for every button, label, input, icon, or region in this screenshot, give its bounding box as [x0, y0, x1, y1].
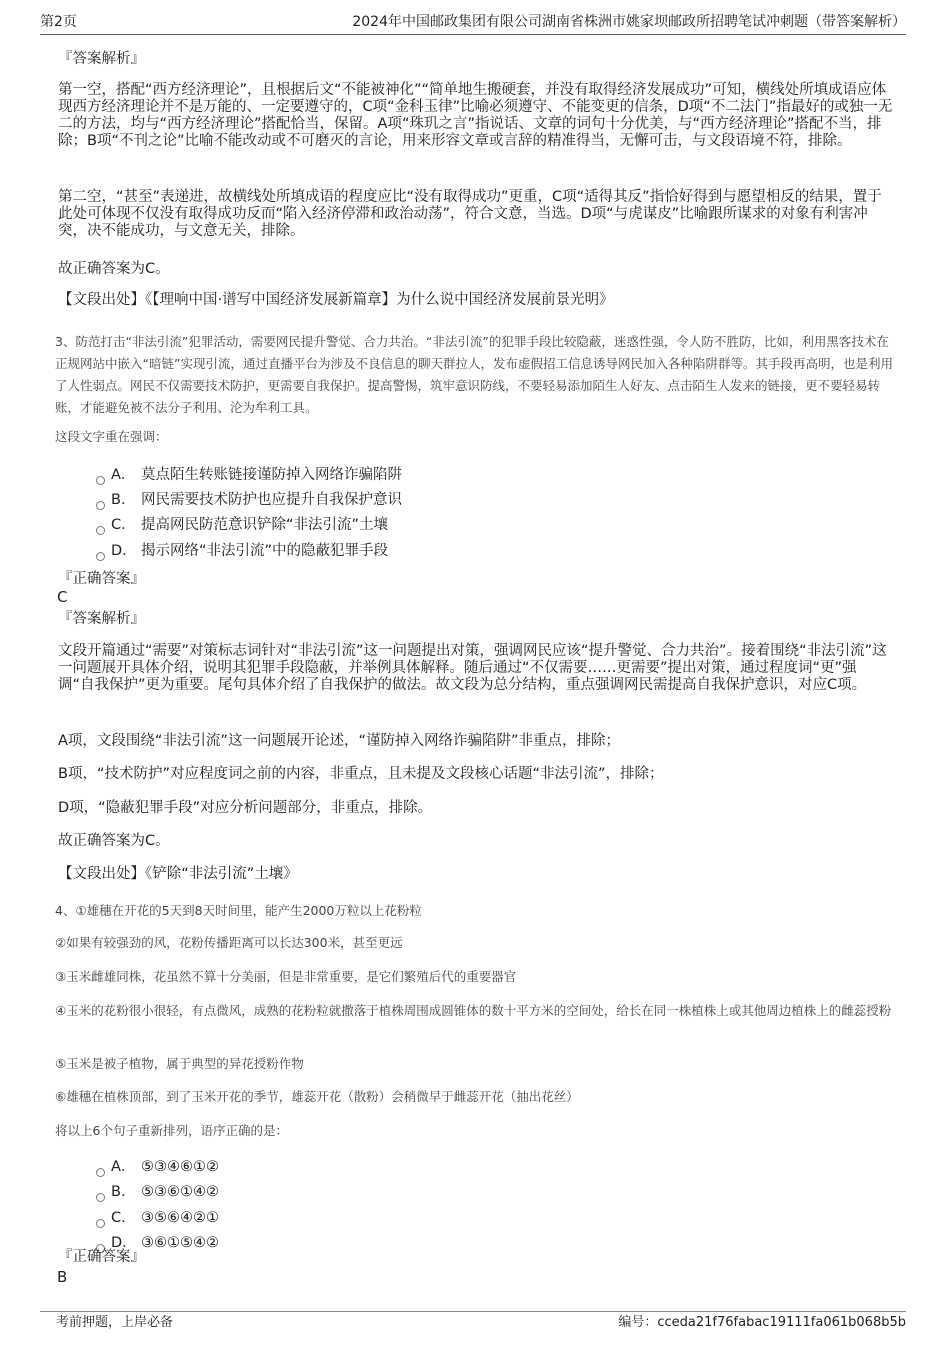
- page-footer: [40, 1311, 906, 1330]
- q4-sentence-5: ⑤玉米是被子植物，属于典型的异花授粉作物: [55, 1056, 304, 1071]
- q4-sentence-3: ③玉米雌雄同株，花虽然不算十分美丽，但是非常重要，是它们繁殖后代的重要器官: [55, 969, 517, 984]
- q3-source: 【文段出处】《铲除“非法引流”土壤》: [58, 866, 298, 882]
- page-header: [40, 12, 906, 35]
- option-text: 提高网民防范意识铲除“非法引流”土壤: [141, 517, 389, 533]
- option-letter: A．: [111, 467, 136, 483]
- option-letter: A．: [111, 1159, 136, 1175]
- option-text: ⑤③④⑥①②: [141, 1159, 219, 1175]
- option-letter: C．: [111, 1210, 136, 1226]
- q4-sentence-1: 4、①雄穗在开花的5天到8天时间里，能产生2000万粒以上花粉粒: [55, 903, 422, 918]
- q3-prompt: 这段文字重在强调：: [55, 429, 168, 444]
- option-text: 网民需要技术防护也应提升自我保护意识: [141, 492, 402, 508]
- option-letter: D．: [111, 1235, 137, 1251]
- q2-answer-statement: 故正确答案为C。: [58, 261, 170, 277]
- q4-answer-label: 『正确答案』: [58, 1249, 145, 1265]
- q4-sentence-4: ④玉米的花粉很小很轻，有点微风，成熟的花粉粒就撒落于植株周围成圆锥体的数十平方米的空间处，给长在同一株植株上或其他周边植株上的雌蕊授粉: [55, 1003, 892, 1018]
- q4-sentence-2: ②如果有较强劲的风，花粉传播距离可以长达300米，甚至更远: [55, 935, 403, 950]
- radio-icon[interactable]: [96, 1219, 105, 1228]
- footer-slogan: 考前押题，上岸必备: [56, 1315, 174, 1330]
- q4-option-a[interactable]: [96, 1158, 219, 1177]
- q2-analysis-label: 『答案解析』: [58, 51, 145, 67]
- option-text: 揭示网络“非法引流”中的隐蔽犯罪手段: [141, 543, 389, 559]
- q4-option-c[interactable]: [96, 1209, 219, 1228]
- option-text: 莫点陌生转账链接谨防掉入网络诈骗陷阱: [141, 467, 402, 483]
- page-number: 第2页: [40, 14, 77, 30]
- q3-analysis-label: 『答案解析』: [58, 611, 145, 627]
- document-id: 编号：cceda21f76fabac19111fa061b068b5b: [618, 1315, 906, 1330]
- q3-option-b[interactable]: [96, 491, 402, 510]
- option-letter: B．: [111, 492, 136, 508]
- option-text: ③⑥①⑤④②: [141, 1235, 219, 1251]
- q2-analysis-p2: 第二空，“甚至”表递进，故横线处所填成语的程度应比“没有取得成功”更重，C项“适得其反”指恰好得到与愿望相反的结果，置于此处可体现不仅没有取得成功反而“陷入经济停滞和政治动荡”，符合文意，当选。D项“与虎谋皮”比喻跟所谋求的对象有利害冲突，决不能成功，与文意无关，排除。: [58, 189, 882, 239]
- q3-analysis-p2: A项，文段围绕“非法引流”这一问题展开论述，“谨防掉入网络诈骗陷阱”非重点，排除；: [58, 733, 620, 749]
- radio-icon[interactable]: [96, 476, 105, 485]
- q3-answer: C: [57, 588, 68, 606]
- option-letter: B．: [111, 1184, 136, 1200]
- radio-icon[interactable]: [96, 526, 105, 535]
- q4-prompt: 将以上6个句子重新排列，语序正确的是：: [55, 1123, 288, 1138]
- q3-stem: 3、防范打击“非法引流”犯罪活动，需要网民提升警觉、合力共治。“非法引流”的犯罪手段比较隐蔽，迷惑性强，令人防不胜防，比如，利用黑客技术在正规网站中嵌入“暗链”实现引流，通过直播平台为涉及不良信息的聊天群拉人，发布虚假招工信息诱导网民加入各种陷阱群等。其手段再高明，也是利用了人性弱点。网民不仅需要技术防护，更需要自我保护。提高警惕，筑牢意识防线，不要轻易添加陌生人好友、点击陌生人发来的链接，更不要轻易转账，才能避免被不法分子利用、沦为牟利工具。: [55, 334, 893, 415]
- q3-analysis-p1: 文段开篇通过“需要”对策标志词针对“非法引流”这一问题提出对策，强调网民应该“提升警觉、合力共治”。接着围绕“非法引流”这一问题展开具体介绍，说明其犯罪手段隐蔽，并举例具体解释。随后通过“不仅需要……更需要”提出对策，通过程度词“更”强调“自我保护”更为重要。尾句具体介绍了自我保护的做法。故文段为总分结构，重点强调网民需提高自我保护意识，对应C项。: [58, 643, 887, 693]
- q3-analysis-p3: B项，“技术防护”对应程度词之前的内容，非重点，且未提及文段核心话题“非法引流”，排除；: [58, 766, 664, 782]
- q2-source: 【文段出处】《【理响中国·谱写中国经济发展新篇章】为什么说中国经济发展前景光明》: [58, 292, 614, 308]
- q4-option-b[interactable]: [96, 1183, 219, 1202]
- q2-analysis-p1: 第一空，搭配“西方经济理论”，且根据后文“不能被神化”“简单地生搬硬套，并没有取得经济发展成功”可知，横线处所填成语应体现西方经济理论并不是万能的、一定要遵守的，C项“金科玉律”比喻必须遵守、不能变更的信条，D项“不二法门”指最好的或独一无二的方法，均与“西方经济理论”搭配恰当，保留。A项“珠玑之言”指说话、文章的词句十分优美，与“西方经济理论”搭配不当，排除；B项“不刊之论”比喻不能改动或不可磨灭的言论，用来形容文章或言辞的精准得当，无懈可击，与文段语境不符，排除。: [58, 82, 893, 149]
- option-letter: C．: [111, 517, 136, 533]
- document-title: 2024年中国邮政集团有限公司湖南省株洲市姚家坝邮政所招聘笔试冲刺题（带答案解析）: [352, 14, 906, 30]
- radio-icon[interactable]: [96, 1193, 105, 1202]
- q4-sentence-6: ⑥雄穗在植株顶部，到了玉米开花的季节，雄蕊开花（散粉）会稍微早于雌蕊开花（抽出花丝）: [55, 1089, 579, 1104]
- radio-icon[interactable]: [96, 501, 105, 510]
- q3-analysis-p4: D项，“隐蔽犯罪手段”对应分析问题部分，非重点，排除。: [58, 800, 433, 816]
- q3-option-d[interactable]: [96, 542, 388, 561]
- option-letter: D．: [111, 543, 137, 559]
- q3-option-c[interactable]: [96, 516, 388, 535]
- option-text: ⑤③⑥①④②: [141, 1184, 219, 1200]
- radio-icon[interactable]: [96, 1168, 105, 1177]
- q4-answer: B: [57, 1268, 68, 1286]
- q3-option-a[interactable]: [96, 466, 402, 485]
- option-text: ③⑤⑥④②①: [141, 1210, 219, 1226]
- q3-answer-statement: 故正确答案为C。: [58, 833, 170, 849]
- q3-answer-label: 『正确答案』: [58, 571, 145, 587]
- radio-icon[interactable]: [96, 552, 105, 561]
